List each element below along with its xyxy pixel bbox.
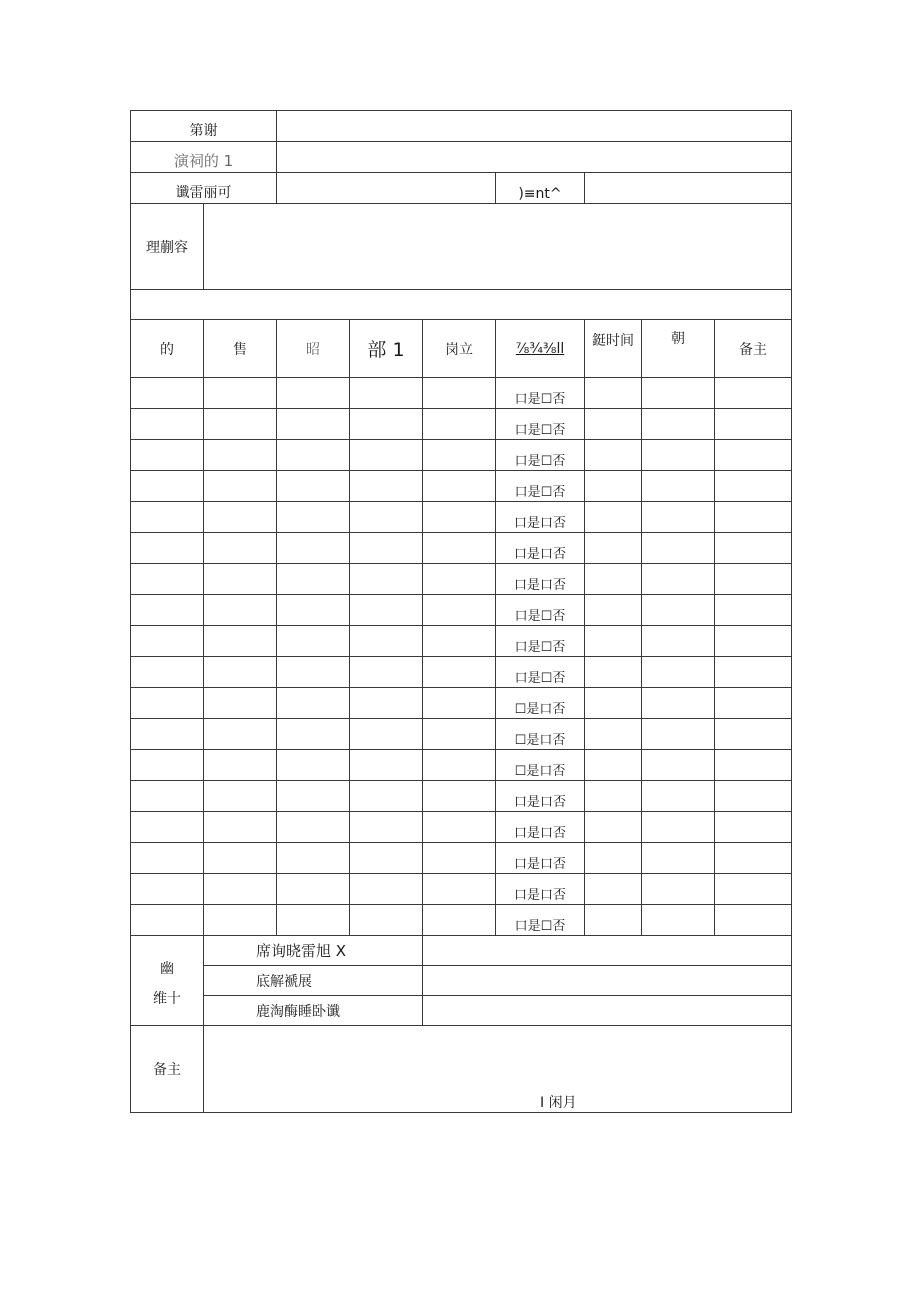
table-cell[interactable] (585, 874, 642, 905)
registration-form (130, 110, 792, 1113)
table-row (131, 409, 792, 440)
table-cell[interactable] (350, 595, 423, 626)
table-cell[interactable] (204, 905, 277, 936)
table-cell[interactable] (715, 502, 792, 533)
col-header-8: 备主 (715, 320, 792, 378)
table-cell[interactable] (131, 409, 204, 440)
table-cell[interactable] (350, 409, 423, 440)
table-cell[interactable] (642, 564, 715, 595)
table-cell[interactable] (277, 657, 350, 688)
table-cell[interactable] (131, 750, 204, 781)
table-cell[interactable] (204, 688, 277, 719)
table-cell[interactable] (131, 719, 204, 750)
table-cell[interactable] (585, 533, 642, 564)
table-cell[interactable] (204, 719, 277, 750)
table-row (131, 471, 792, 502)
yes-no-choice[interactable]: 口是☐否 (496, 595, 585, 626)
table-cell[interactable] (423, 781, 496, 812)
yes-no-choice[interactable]: 口是☐否 (496, 657, 585, 688)
table-cell[interactable] (423, 626, 496, 657)
table-cell[interactable] (642, 471, 715, 502)
col-header-6: 鋌时间 (585, 320, 642, 378)
table-cell[interactable] (350, 502, 423, 533)
table-cell[interactable] (642, 440, 715, 471)
table-cell[interactable] (204, 657, 277, 688)
yes-no-choice[interactable]: 口是☐否 (496, 626, 585, 657)
table-cell[interactable] (585, 440, 642, 471)
table-row (131, 750, 792, 781)
table-row (131, 595, 792, 626)
table-cell[interactable] (277, 874, 350, 905)
col-header-7: 朝 (642, 320, 715, 378)
table-cell[interactable] (131, 440, 204, 471)
yes-no-choice[interactable]: 口是口否 (496, 502, 585, 533)
table-cell[interactable] (131, 564, 204, 595)
table-cell[interactable] (277, 533, 350, 564)
table-cell[interactable] (350, 688, 423, 719)
remarks-value[interactable] (204, 1026, 792, 1113)
table-cell[interactable] (715, 812, 792, 843)
table-cell[interactable] (131, 471, 204, 502)
content-label: 理蒯容 (131, 204, 204, 290)
table-cell[interactable] (350, 719, 423, 750)
table-cell[interactable] (715, 626, 792, 657)
table-cell[interactable] (204, 378, 277, 409)
table-cell[interactable] (642, 595, 715, 626)
table-cell[interactable] (204, 471, 277, 502)
table-cell[interactable] (350, 378, 423, 409)
table-cell[interactable] (277, 440, 350, 471)
table-row (131, 378, 792, 409)
table-cell[interactable] (204, 750, 277, 781)
col-header-1: 售 (204, 320, 277, 378)
table-cell[interactable] (642, 378, 715, 409)
table-cell[interactable] (585, 812, 642, 843)
table-cell[interactable] (585, 843, 642, 874)
table-row (131, 688, 792, 719)
table-cell[interactable] (715, 719, 792, 750)
table-cell[interactable] (204, 626, 277, 657)
table-cell[interactable] (585, 378, 642, 409)
table-cell[interactable] (131, 626, 204, 657)
table-cell[interactable] (277, 812, 350, 843)
table-cell[interactable] (715, 781, 792, 812)
table-cell[interactable] (204, 440, 277, 471)
table-cell[interactable] (585, 719, 642, 750)
table-row (131, 781, 792, 812)
table-cell[interactable] (715, 564, 792, 595)
yes-no-choice[interactable]: 口是☐否 (496, 471, 585, 502)
table-cell[interactable] (350, 750, 423, 781)
table-cell[interactable] (642, 533, 715, 564)
table-cell[interactable] (350, 874, 423, 905)
table-cell[interactable] (277, 595, 350, 626)
table-cell[interactable] (642, 657, 715, 688)
col-header-3: 部 1 (350, 320, 423, 378)
yes-no-choice[interactable]: 口是口否 (496, 874, 585, 905)
table-cell[interactable] (277, 688, 350, 719)
table-cell[interactable] (642, 750, 715, 781)
table-cell[interactable] (423, 688, 496, 719)
table-cell[interactable] (204, 874, 277, 905)
summary-item-1 (204, 936, 423, 966)
table-cell[interactable] (350, 905, 423, 936)
table-cell[interactable] (715, 471, 792, 502)
yes-no-choice[interactable]: 口是口否 (496, 812, 585, 843)
yes-no-choice[interactable]: 口是☐否 (496, 409, 585, 440)
summary-item-2: 底解褫展 (204, 966, 423, 996)
table-cell[interactable] (277, 905, 350, 936)
table-cell[interactable] (642, 812, 715, 843)
table-cell[interactable] (423, 409, 496, 440)
table-cell[interactable] (585, 409, 642, 440)
table-cell[interactable] (715, 874, 792, 905)
table-cell[interactable] (585, 905, 642, 936)
table-cell[interactable] (585, 564, 642, 595)
table-cell[interactable] (277, 750, 350, 781)
yes-no-choice[interactable]: 口是☐否 (496, 905, 585, 936)
table-cell[interactable] (204, 564, 277, 595)
table-cell[interactable] (423, 595, 496, 626)
table-cell[interactable] (715, 440, 792, 471)
remarks-label: 备主 (131, 1026, 204, 1113)
table-cell[interactable] (642, 905, 715, 936)
summary-item-1-text: 席询晓雷旭 X (256, 942, 347, 960)
table-row (131, 719, 792, 750)
summary-value-3[interactable] (423, 996, 792, 1026)
table-cell[interactable] (204, 812, 277, 843)
footer-text: I 闲月 (540, 1095, 577, 1111)
table-cell[interactable] (350, 626, 423, 657)
table-cell[interactable] (131, 812, 204, 843)
table-cell[interactable] (715, 688, 792, 719)
table-cell[interactable] (715, 378, 792, 409)
table-cell[interactable] (350, 657, 423, 688)
table-cell[interactable] (131, 378, 204, 409)
table-cell[interactable] (350, 471, 423, 502)
table-cell[interactable] (715, 750, 792, 781)
table-cell[interactable] (350, 533, 423, 564)
table-cell[interactable] (642, 502, 715, 533)
table-cell[interactable] (715, 533, 792, 564)
table-cell[interactable] (642, 719, 715, 750)
table-cell[interactable] (585, 626, 642, 657)
table-cell[interactable] (204, 409, 277, 440)
table-cell[interactable] (642, 409, 715, 440)
table-row (131, 657, 792, 688)
table-cell[interactable] (277, 378, 350, 409)
table-cell[interactable] (715, 843, 792, 874)
table-cell[interactable] (131, 688, 204, 719)
table-cell[interactable] (204, 533, 277, 564)
table-cell[interactable] (423, 533, 496, 564)
yes-no-choice[interactable]: 口是口否 (496, 843, 585, 874)
yes-no-choice[interactable]: 口是☐否 (496, 440, 585, 471)
table-cell[interactable] (204, 502, 277, 533)
header-value-4[interactable] (585, 173, 792, 204)
yes-no-choice[interactable]: ☐是口否 (496, 719, 585, 750)
table-cell[interactable] (642, 626, 715, 657)
yes-no-choice[interactable]: 口是口否 (496, 564, 585, 595)
yes-no-choice[interactable]: 口是口否 (496, 533, 585, 564)
header-value-1[interactable] (277, 111, 792, 142)
header-value-3[interactable] (277, 173, 496, 204)
table-cell[interactable] (131, 657, 204, 688)
header-label-2: 演祠的 1 (131, 142, 277, 173)
table-row (131, 626, 792, 657)
summary-item-3: 鹿淘酶睡卧谶 (204, 996, 423, 1026)
table-row (131, 564, 792, 595)
yes-no-choice[interactable]: 口是☐否 (496, 378, 585, 409)
table-row (131, 502, 792, 533)
table-cell[interactable] (277, 719, 350, 750)
table-cell[interactable] (423, 719, 496, 750)
table-cell[interactable] (715, 595, 792, 626)
table-cell[interactable] (204, 595, 277, 626)
table-cell[interactable] (585, 502, 642, 533)
table-row (131, 812, 792, 843)
table-cell[interactable] (423, 502, 496, 533)
header-value-2[interactable] (277, 142, 792, 173)
summary-value-1[interactable] (423, 936, 792, 966)
summary-label-line1: 幽 (160, 960, 174, 977)
summary-label (131, 936, 204, 1026)
table-cell[interactable] (642, 874, 715, 905)
table-cell[interactable] (585, 688, 642, 719)
table-cell[interactable] (715, 409, 792, 440)
table-cell[interactable] (585, 595, 642, 626)
header-label-1: 第谢 (131, 111, 277, 142)
table-cell[interactable] (277, 502, 350, 533)
table-cell[interactable] (131, 502, 204, 533)
table-cell[interactable] (423, 843, 496, 874)
summary-label-line2: 维十 (153, 990, 181, 1007)
table-cell[interactable] (585, 471, 642, 502)
table-cell[interactable] (204, 781, 277, 812)
table-row (131, 874, 792, 905)
spacer-row (131, 290, 792, 320)
header-label-3: 谶雷丽可 (131, 173, 277, 204)
table-cell[interactable] (204, 843, 277, 874)
table-cell[interactable] (277, 781, 350, 812)
content-value[interactable] (204, 204, 792, 290)
table-cell[interactable] (423, 750, 496, 781)
table-cell[interactable] (131, 533, 204, 564)
table-cell[interactable] (131, 595, 204, 626)
col-header-4: 岗立 (423, 320, 496, 378)
table-cell[interactable] (423, 471, 496, 502)
table-cell[interactable] (585, 657, 642, 688)
table-cell[interactable] (277, 626, 350, 657)
table-cell[interactable] (423, 440, 496, 471)
table-cell[interactable] (585, 781, 642, 812)
table-cell[interactable] (131, 905, 204, 936)
table-cell[interactable] (350, 564, 423, 595)
table-cell[interactable] (350, 843, 423, 874)
yes-no-choice[interactable]: ☐是口否 (496, 750, 585, 781)
col-header-5: ⅞¾⅜ll (496, 320, 585, 378)
table-cell[interactable] (131, 874, 204, 905)
table-cell[interactable] (277, 471, 350, 502)
col-header-2: 昭 (277, 320, 350, 378)
table-row (131, 843, 792, 874)
yes-no-choice[interactable]: ☐是口否 (496, 688, 585, 719)
table-cell[interactable] (277, 409, 350, 440)
data-rows (131, 378, 792, 936)
table-cell[interactable] (423, 564, 496, 595)
table-row (131, 905, 792, 936)
table-cell[interactable] (277, 843, 350, 874)
table-cell[interactable] (277, 564, 350, 595)
summary-value-2[interactable] (423, 966, 792, 996)
table-cell[interactable] (423, 657, 496, 688)
table-cell[interactable] (642, 781, 715, 812)
table-cell[interactable] (715, 657, 792, 688)
table-cell[interactable] (350, 781, 423, 812)
table-cell[interactable] (423, 905, 496, 936)
table-cell[interactable] (350, 440, 423, 471)
col-header-0: 的 (131, 320, 204, 378)
table-cell[interactable] (131, 781, 204, 812)
table-row (131, 533, 792, 564)
table-cell[interactable] (423, 812, 496, 843)
table-cell[interactable] (642, 688, 715, 719)
table-cell[interactable] (715, 905, 792, 936)
table-cell[interactable] (423, 378, 496, 409)
table-cell[interactable] (585, 750, 642, 781)
table-cell[interactable] (642, 843, 715, 874)
yes-no-choice[interactable]: 口是口否 (496, 781, 585, 812)
table-cell[interactable] (131, 843, 204, 874)
header-mid-label: )≡nt^ (496, 173, 585, 204)
table-cell[interactable] (423, 874, 496, 905)
table-row (131, 440, 792, 471)
table-cell[interactable] (350, 812, 423, 843)
